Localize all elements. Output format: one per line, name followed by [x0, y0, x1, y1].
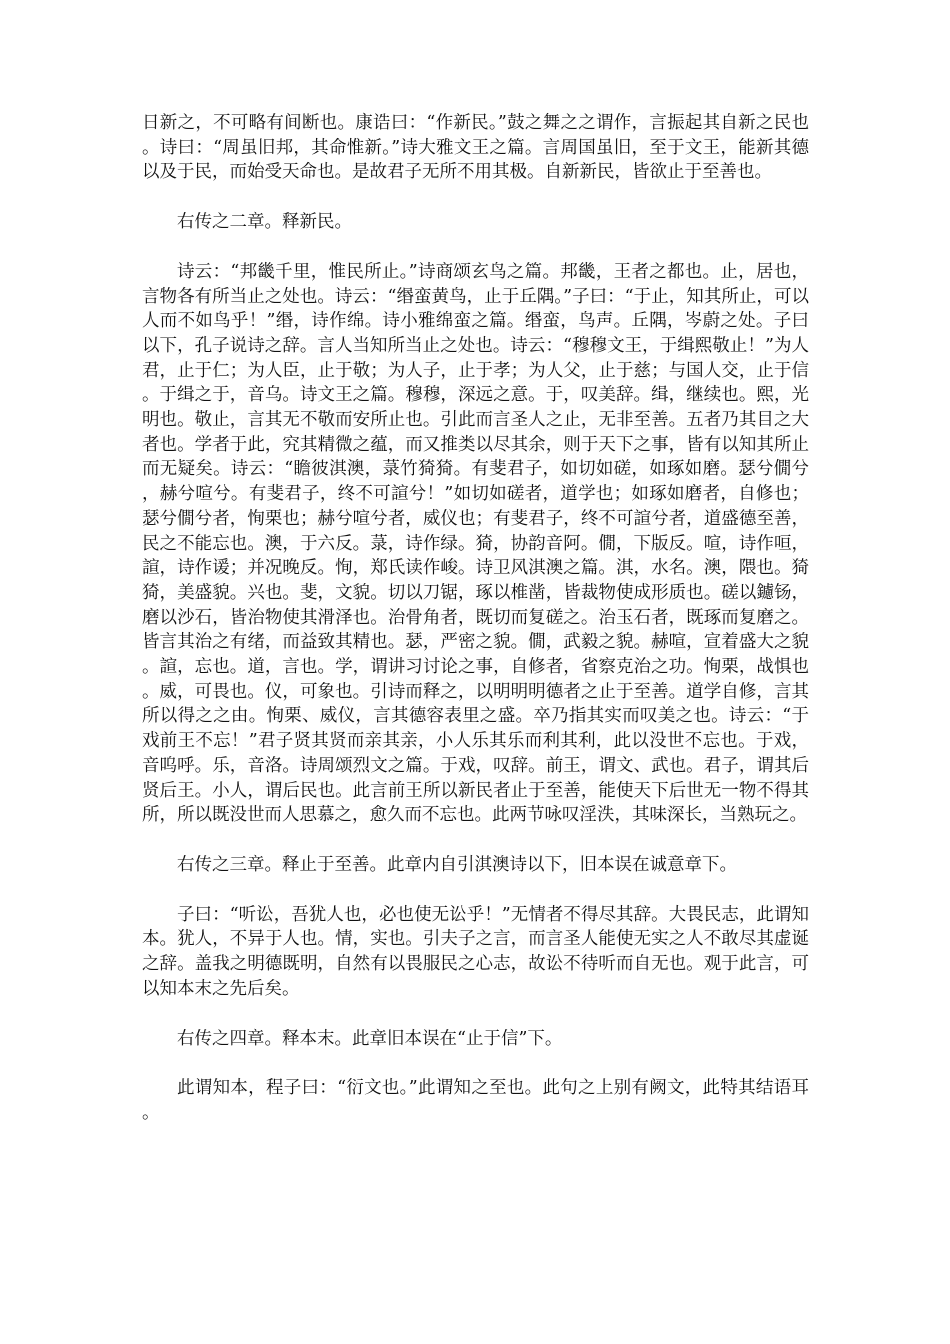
paragraph-continuation: 日新之，不可略有间断也。康诰曰：“作新民。”鼓之舞之之谓作，言振起其自新之民也。诗曰：“周虽旧邦，其命惟新。”诗大雅文王之篇。言周国虽旧，至于文王，能新其德以及于民，而始受天命也。是故君子无所不用其极。自新新民，皆欲止于至善也。	[142, 113, 809, 183]
paragraph-chapter-5-text: 此谓知本，程子曰：“衍文也。”此谓知之至也。此句之上别有阙文，此特其结语耳。	[142, 1078, 809, 1123]
paragraph-chapter-3-text: 诗云：“邦畿千里，惟民所止。”诗商颂玄鸟之篇。邦畿，王者之都也。止，居也，言物各有所当止之处也。诗云：“缗蛮黄鸟，止于丘隅。”子曰：“于止，知其所止，可以人而不如鸟乎！”缗，诗作绵。诗小雅绵蛮之篇。缗蛮，鸟声。丘隅，岑蔚之处。子曰以下，孔子说诗之辞。言人当知所当止之处也。诗云：“穆穆文王，于缉熙敬止！”为人君，止于仁；为人臣，止于敬；为人子，止于孝；为人父，止于慈；与国人交，止于信。于缉之于，音乌。诗文王之篇。穆穆，深远之意。于，叹美辞。缉，继续也。熙，光明也。敬止，言其无不敬而安所止也。引此而言圣人之止，无非至善。五者乃其目之大者也。学者于此，究其精微之蕴，而又推类以尽其余，则于天下之事，皆有以知其所止而无疑矣。诗云：“瞻彼淇澳，菉竹猗猗。有斐君子，如切如磋，如琢如磨。瑟兮僩兮，赫兮喧兮。有斐君子，终不可諠兮！”如切如磋者，道学也；如琢如磨者，自修也；瑟兮僩兮者，恂栗也；赫兮喧兮者，威仪也；有斐君子，终不可諠兮者，道盛德至善，民之不能忘也。澳，于六反。菉，诗作绿。猗，协韵音阿。僩，下版反。喧，诗作咺，諠，诗作谖；并况晚反。恂，郑氏读作峻。诗卫风淇澳之篇。淇，水名。澳，隈也。猗猗，美盛貌。兴也。斐，文貌。切以刀锯，琢以椎凿，皆裁物使成形质也。磋以鑢钖，磨以沙石，皆治物使其滑泽也。治骨角者，既切而复磋之。治玉石者，既琢而复磨之。皆言其治之有绪，而益致其精也。瑟，严密之貌。僩，武毅之貌。赫喧，宣着盛大之貌。諠，忘也。道，言也。学，谓讲习讨论之事，自修者，省察克治之功。恂栗，战惧也。威，可畏也。仪，可象也。引诗而释之，以明明明德者之止于至善。道学自修，言其所以得之之由。恂栗、威仪，言其德容表里之盛。卒乃指其实而叹美之也。诗云：“于戏前王不忘！”君子贤其贤而亲其亲，小人乐其乐而利其利，此以没世不忘也。于戏，音呜呼。乐，音洛。诗周颂烈文之篇。于戏，叹辞。前王，谓文、武也。君子，谓其后贤后王。小人，谓后民也。此言前王所以新民者止于至善，能使天下后世无一物不得其所，所以既没世而人思慕之，愈久而不忘也。此两节咏叹淫泆，其味深长，当熟玩之。	[142, 261, 809, 826]
paragraph-chapter-2-note: 右传之二章。释新民。	[177, 212, 352, 233]
document-page	[142, 111, 809, 1151]
paragraph-chapter-4-note: 右传之四章。释本末。此章旧本误在“止于信”下。	[177, 1028, 563, 1049]
paragraph-chapter-3-note: 右传之三章。释止于至善。此章内自引淇澳诗以下，旧本误在诚意章下。	[177, 854, 737, 875]
paragraph-chapter-4-text: 子曰：“听讼，吾犹人也，必也使无讼乎！”无情者不得尽其辞。大畏民志，此谓知本。犹人，不异于人也。情，实也。引夫子之言，而言圣人能使无实之人不敢尽其虚诞之辞。盖我之明德既明，自然有以畏服民之心志，故讼不待听而自无也。观于此言，可以知本末之先后矣。	[142, 904, 809, 999]
